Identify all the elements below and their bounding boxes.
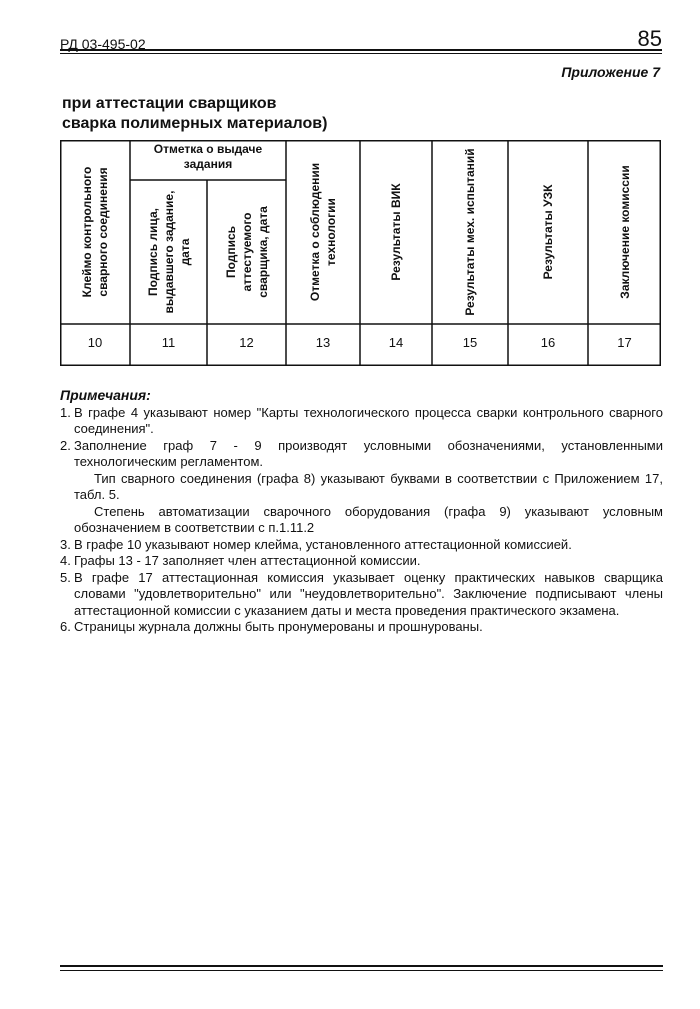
title-line-2: сварка полимерных материалов) — [62, 115, 328, 132]
notes-title: Примечания: — [60, 387, 151, 403]
column-header-commission-conclusion: Заключение комиссии — [617, 164, 632, 299]
footer-rule-thin — [60, 970, 663, 971]
column-number: 11 — [161, 335, 176, 350]
column-header-mech-test-results: Результаты мех. испытаний — [463, 147, 477, 316]
note-subparagraph: Тип сварного соединения (графа 8) указывают буквами в соответствии с Приложением 17, табл. 5. — [74, 470, 663, 502]
note-item: 4. Графы 13 - 17 заполняет член аттестационной комиссии. — [60, 553, 421, 568]
column-number: 12 — [239, 335, 254, 350]
note-item: 1. В графе 4 указывают номер "Карты технологического процесса сварки контрольного сварного соединения". — [60, 404, 663, 436]
column-number: 17 — [617, 335, 632, 350]
column-number: 14 — [388, 335, 404, 350]
notes-section — [60, 387, 663, 636]
note-item: 5. В графе 17 аттестационная комиссия указывает оценку практических навыков сварщика словами "удовлетворительно" или "неудовлетворительно". Заключение подписывают члены аттестационной комиссии с указанием даты и места проведения практического экзамена. — [60, 569, 663, 618]
note-subparagraph: Степень автоматизации сварочного оборудования (графа 9) указывают условным обозначением в соответствии с п.1.11.2 — [74, 503, 663, 535]
note-item: 6. Страницы журнала должны быть пронумерованы и прошнурованы. — [60, 619, 483, 634]
appendix-label: Приложение 7 — [561, 64, 660, 80]
column-number: 10 — [87, 335, 103, 350]
column-header-vik-results: Результаты ВИК — [389, 182, 403, 281]
note-item: 2. Заполнение граф 7 - 9 производят условными обозначениями, установленными технологическим регламентом. — [60, 437, 663, 469]
group-header-task: Отметка о выдаче задания — [153, 142, 263, 171]
journal-table — [60, 140, 661, 366]
column-header-uzk-results: Результаты УЗК — [541, 184, 555, 279]
page-title — [62, 94, 327, 134]
column-header-welder-signature: Подпись аттестуемого сварщика, дата — [223, 205, 270, 298]
page-number: 85 — [637, 26, 662, 51]
header-rule — [60, 49, 662, 51]
column-number: 16 — [540, 335, 556, 350]
document-code: РД 03-495-02 — [60, 36, 146, 52]
footer-rule — [60, 965, 663, 967]
column-number: 15 — [462, 335, 478, 350]
column-number: 13 — [315, 335, 331, 350]
header-rule-thin — [60, 53, 662, 54]
column-header-issuer-signature: Подпись лица, выдавшего задание, дата — [145, 190, 192, 313]
column-header-stamp: Клеймо контрольного сварного соединения — [80, 166, 110, 297]
note-item: 3. В графе 10 указывают номер клейма, установленного аттестационной комиссией. — [60, 536, 572, 552]
title-line-1: при аттестации сварщиков — [62, 95, 277, 112]
column-header-technology-compliance: Отметка о соблюдении технологии — [308, 162, 338, 301]
